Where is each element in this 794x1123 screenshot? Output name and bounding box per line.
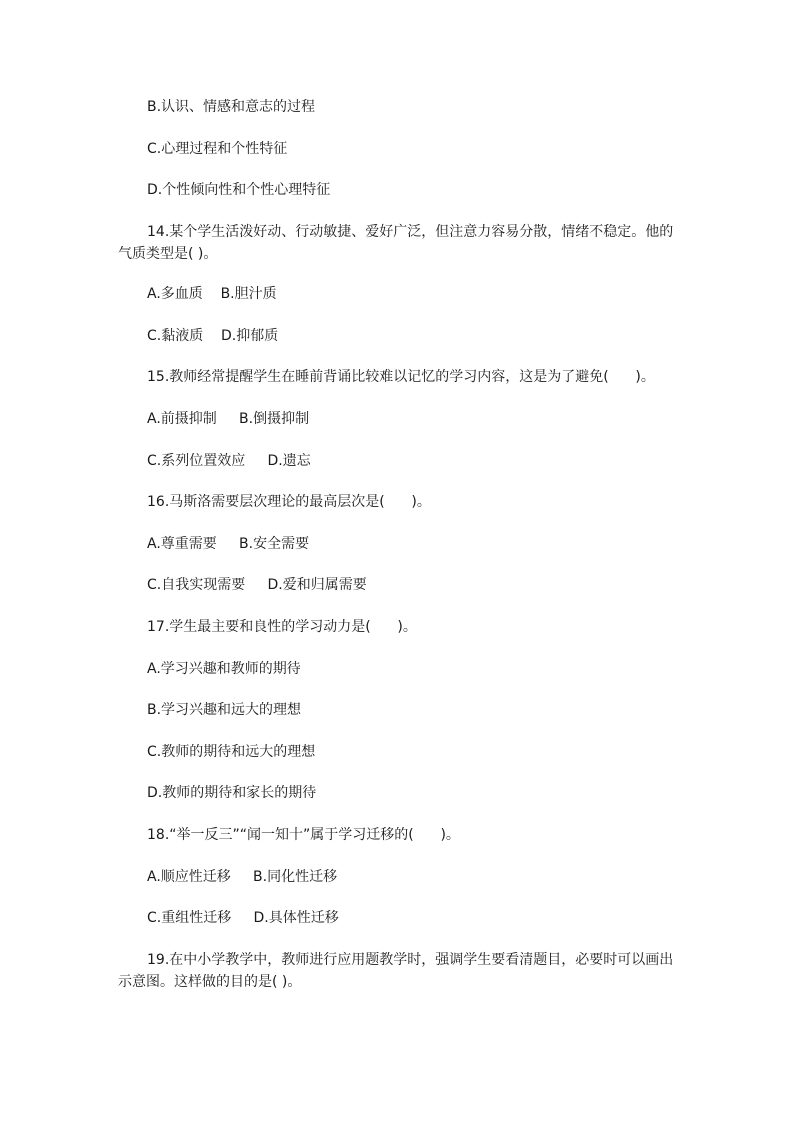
option-17-a: A.学习兴趣和教师的期待 (147, 661, 301, 677)
options-15-ab: A.前摄抑制 B.倒摄抑制 (147, 411, 310, 427)
options-15-cd: C.系列位置效应 D.遗忘 (147, 453, 311, 469)
question-19: 19.在中小学教学中，教师进行应用题教学时，强调学生要看清题目，必要时可以画出示意图。这样做的目的是( )。 (118, 952, 674, 990)
option-17-c: C.教师的期待和远大的理想 (147, 744, 316, 760)
option-17-b: B.学习兴趣和远大的理想 (147, 702, 302, 718)
options-18-ab: A.顺应性迁移 B.同化性迁移 (147, 869, 338, 885)
options-14-cd: C.黏液质 D.抑郁质 (147, 328, 279, 344)
option-13-d: D.个性倾向性和个性心理特征 (147, 182, 331, 198)
options-16-ab: A.尊重需要 B.安全需要 (147, 536, 310, 552)
question-14: 14.某个学生活泼好动、行动敏捷、爱好广泛，但注意力容易分散，情绪不稳定。他的气质类型是( )。 (118, 224, 674, 262)
option-13-c: C.心理过程和个性特征 (147, 141, 288, 157)
options-14-ab: A.多血质 B.胆汁质 (147, 286, 277, 302)
options-18-cd: C.重组性迁移 D.具体性迁移 (147, 910, 339, 926)
options-16-cd: C.自我实现需要 D.爱和归属需要 (147, 577, 367, 593)
option-13-b: B.认识、情感和意志的过程 (147, 99, 316, 115)
option-17-d: D.教师的期待和家长的期待 (147, 785, 317, 801)
question-17: 17.学生最主要和良性的学习动力是( )。 (147, 619, 417, 635)
question-18: 18.“举一反三”“闻一知十”属于学习迁移的( )。 (147, 827, 460, 843)
question-15: 15.教师经常提醒学生在睡前背诵比较难以记忆的学习内容，这是为了避免( )。 (147, 369, 655, 385)
question-16: 16.马斯洛需要层次理论的最高层次是( )。 (147, 494, 431, 510)
